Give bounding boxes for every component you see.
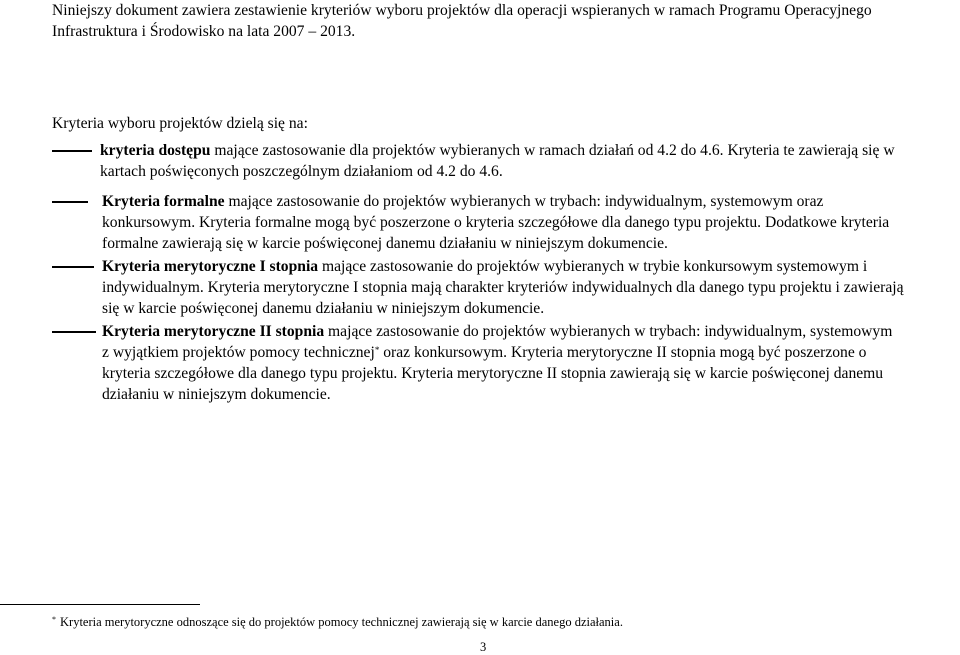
criteria-item-formal	[52, 191, 957, 254]
dash-bullet	[52, 331, 96, 333]
footnote-reference[interactable]: *	[374, 345, 380, 355]
footnote-text: Kryteria merytoryczne odnoszące się do projektów pomocy technicznej zawierają się w karcie danego działania.	[60, 615, 623, 629]
criteria-item-text: Kryteria formalne mające zastosowanie do projektów wybieranych w trybach: indywidualnym, systemowym oraz konkursowym. Kryteria formalne mogą być poszerzone o kryteria szczegółowe dla danego typu projektu. Dodatkowe kryteria formalne zawierają się w karcie poświęconej danemu działaniu w niniejszym dokumencie.	[102, 193, 890, 252]
intro-line-2: Infrastruktura i Środowisko na lata 2007 – 2013.	[52, 23, 356, 40]
criteria-term: Kryteria formalne	[102, 193, 225, 210]
footnote-separator	[0, 604, 200, 605]
criteria-item-text: Kryteria merytoryczne II stopnia mające zastosowanie do projektów wybieranych w trybach: indywidualnym, systemowym z wyjątkiem projektów pomocy technicznej* oraz konkursowym. Kryteria merytoryczne II stopnia mogą być poszerzone o kryteria szczegółowe dla danego typu projektu. Kryteria merytoryczne II stopnia zawierają się w karcie poświęconej danemu działaniu w niniejszym dokumencie.	[102, 323, 893, 403]
footnote-marker: *	[52, 615, 56, 624]
criteria-lead-text: Kryteria wyboru projektów dzielą się na:	[52, 115, 308, 132]
page-number: 3	[480, 640, 487, 654]
criteria-item-merit-2	[52, 321, 957, 405]
intro-line-1: Niniejszy dokument zawiera zestawienie kryteriów wyboru projektów dla operacji wspieranych w ramach Programu Operacyjnego	[52, 2, 872, 19]
criteria-term: Kryteria merytoryczne I stopnia	[102, 258, 319, 275]
intro-paragraph	[52, 0, 932, 42]
footnote	[52, 614, 912, 630]
criteria-item-merit-1	[52, 256, 957, 319]
criteria-item-text: kryteria dostępu mające zastosowanie dla projektów wybieranych w ramach działań od 4.2 do 4.6. Kryteria te zawierają się w kartach poświęconych poszczególnym działaniom od 4.2 do 4.6.	[100, 142, 895, 180]
criteria-term: kryteria dostępu	[100, 142, 211, 159]
criteria-term: Kryteria merytoryczne II stopnia	[102, 323, 325, 340]
criteria-item-access	[52, 140, 957, 182]
dash-bullet	[52, 150, 92, 152]
dash-bullet	[52, 201, 88, 203]
dash-bullet	[52, 266, 94, 268]
criteria-item-text: Kryteria merytoryczne I stopnia mające zastosowanie do projektów wybieranych w trybie konkursowym systemowym i indywidualnym. Kryteria merytoryczne I stopnia mają charakter kryteriów indywidualnych dla danego typu projektu i zawierają się w karcie poświęconej danemu działaniu w niniejszym dokumencie.	[102, 258, 904, 317]
